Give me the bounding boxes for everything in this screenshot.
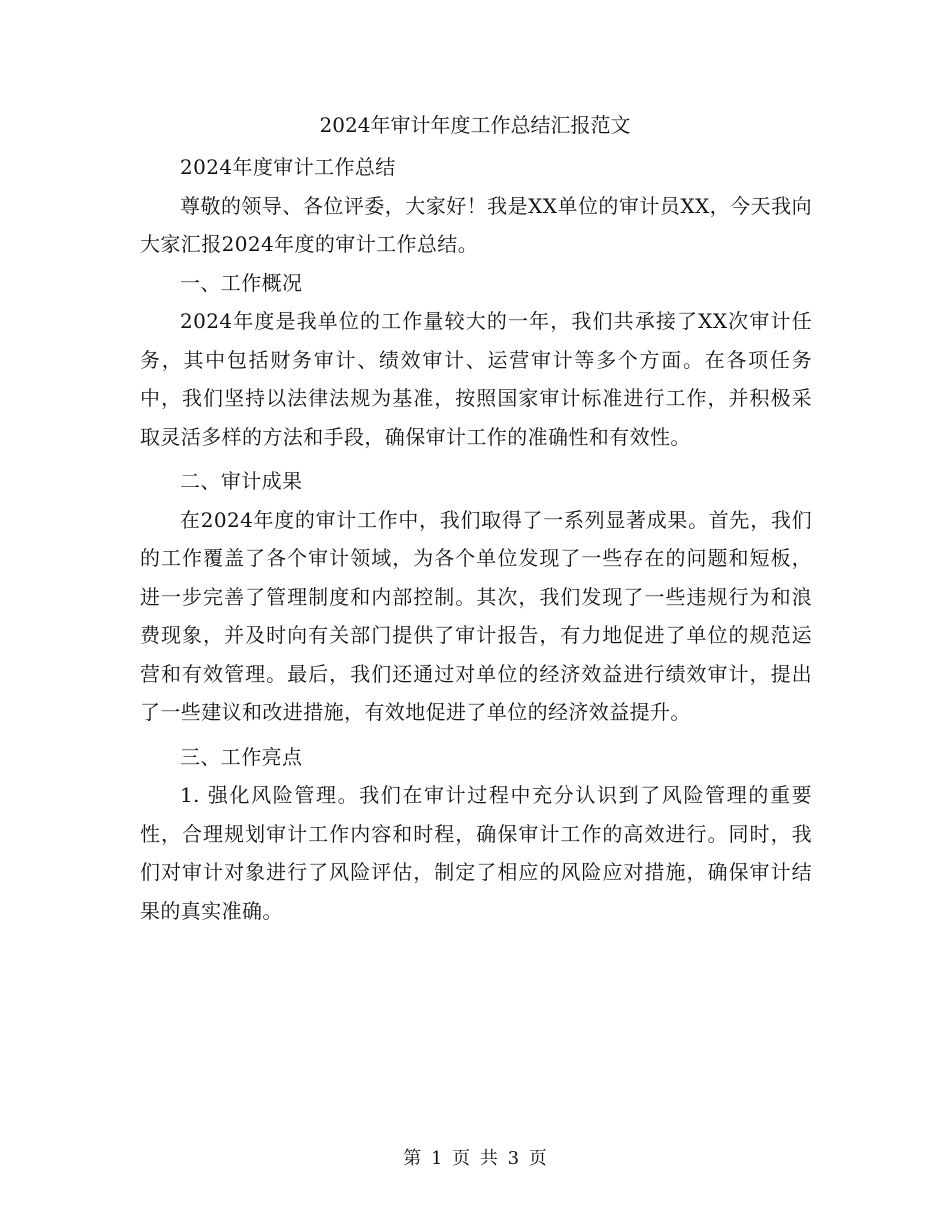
section-heading-results: 二、审计成果 <box>180 469 303 493</box>
page-footer: 第 1 页 共 3 页 <box>403 1148 547 1169</box>
overview-paragraph: 2024年度是我单位的工作量较大的一年，我们共承接了XX次审计任务，其中包括财务审计、绩效审计、运营审计等多个方面。在各项任务中，我们坚持以法律法规为基准，按照国家审计标准进行工作，并积极采取灵活多样的方法和手段，确保审计工作的准确性和有效性。 <box>140 309 812 449</box>
section-heading-overview: 一、工作概况 <box>180 270 303 295</box>
subtitle-paragraph: 2024年度审计工作总结 <box>180 155 396 179</box>
section-heading-highlights: 三、工作亮点 <box>180 744 303 769</box>
document-title: 2024年审计年度工作总结汇报范文 <box>319 113 631 137</box>
results-paragraph: 在2024年度的审计工作中，我们取得了一系列显著成果。首先，我们的工作覆盖了各个审计领域，为各个单位发现了一些存在的问题和短板，进一步完善了管理制度和内部控制。其次，我们发现了一些违规行为和浪费现象，并及时向有关部门提供了审计报告，有力地促进了单位的规范运营和有效管理。最后，我们还通过对单位的经济效益进行绩效审计，提出了一些建议和改进措施，有效地促进了单位的经济效益提升。 <box>140 507 812 724</box>
document-body <box>140 148 812 930</box>
greeting-paragraph: 尊敬的领导、各位评委，大家好！我是XX单位的审计员XX，今天我向大家汇报2024年度的审计工作总结。 <box>140 193 812 256</box>
highlight-item-1: 1. 强化风险管理。我们在审计过程中充分认识到了风险管理的重要性，合理规划审计工作内容和时程，确保审计工作的高效进行。同时，我们对审计对象进行了风险评估，制定了相应的风险应对措施，确保审计结果的真实准确。 <box>140 783 812 923</box>
